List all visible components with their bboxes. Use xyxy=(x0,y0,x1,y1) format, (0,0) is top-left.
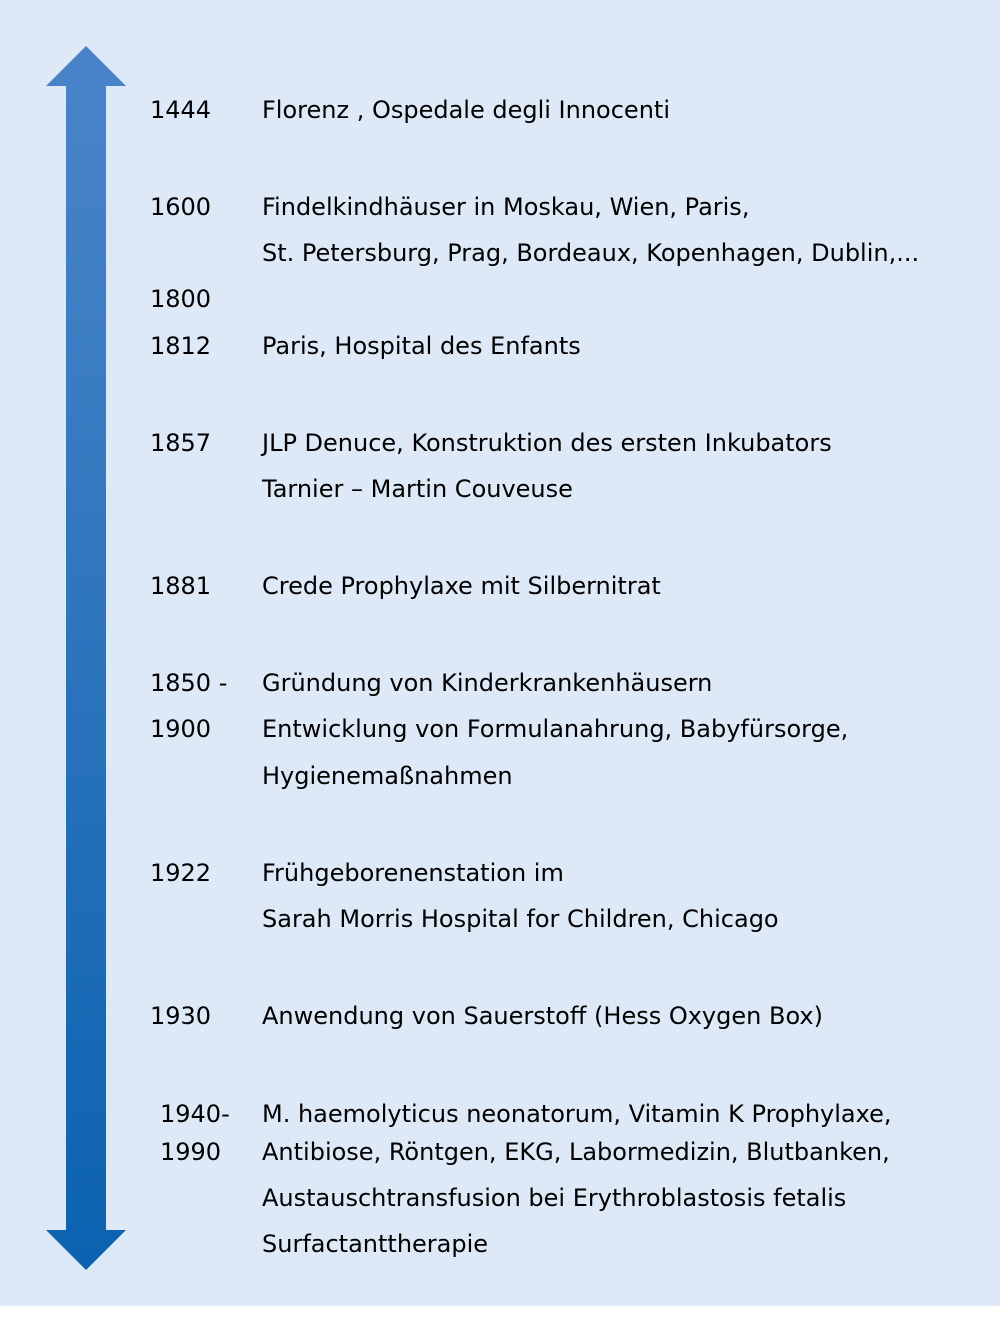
event-text: Gründung von Kinderkrankenhäusern xyxy=(262,669,713,697)
event-text: St. Petersburg, Prag, Bordeaux, Kopenhagen, Dublin,... xyxy=(262,239,920,267)
event-text: JLP Denuce, Konstruktion des ersten Inkubators xyxy=(262,429,832,457)
event-text: Surfactanttherapie xyxy=(262,1230,489,1258)
year-1812: 1812 xyxy=(150,332,212,360)
event-text: Florenz , Ospedale degli Innocenti xyxy=(262,96,670,124)
event-text: M. haemolyticus neonatorum, Vitamin K Prophylaxe, xyxy=(262,1100,892,1128)
year-1930: 1930 xyxy=(150,1002,212,1030)
year-1881: 1881 xyxy=(150,572,212,600)
year-1990: 1990 xyxy=(160,1138,222,1166)
year-1940: 1940- xyxy=(160,1100,230,1128)
event-text: Findelkindhäuser in Moskau, Wien, Paris, xyxy=(262,193,750,221)
event-text: Crede Prophylaxe mit Silbernitrat xyxy=(262,572,661,600)
year-1900: 1900 xyxy=(150,715,212,743)
year-1857: 1857 xyxy=(150,429,212,457)
year-1850: 1850 - xyxy=(150,669,228,697)
event-text: Paris, Hospital des Enfants xyxy=(262,332,581,360)
event-text: Tarnier – Martin Couveuse xyxy=(262,475,573,503)
event-text: Entwicklung von Formulanahrung, Babyfürsorge, xyxy=(262,715,849,743)
event-text: Hygienemaßnahmen xyxy=(262,762,513,790)
event-text: Antibiose, Röntgen, EKG, Labormedizin, Blutbanken, xyxy=(262,1138,890,1166)
event-text: Sarah Morris Hospital for Children, Chicago xyxy=(262,905,779,933)
year-1922: 1922 xyxy=(150,859,212,887)
double-arrow-icon xyxy=(44,44,128,1272)
event-text: Frühgeborenenstation im xyxy=(262,859,564,887)
arrow-shape xyxy=(46,46,126,1270)
year-1600: 1600 xyxy=(150,193,212,221)
event-text: Austauschtransfusion bei Erythroblastosis fetalis xyxy=(262,1184,847,1212)
year-1800: 1800 xyxy=(150,285,212,313)
event-text: Anwendung von Sauerstoff (Hess Oxygen Box) xyxy=(262,1002,823,1030)
year-1444: 1444 xyxy=(150,96,212,124)
